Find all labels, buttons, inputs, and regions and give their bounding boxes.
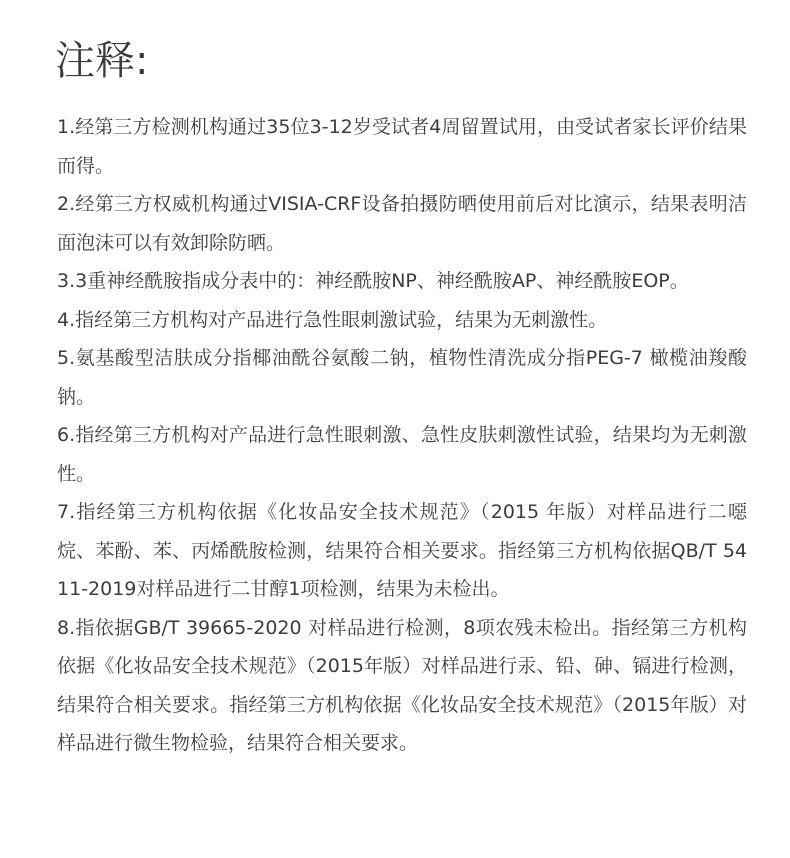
note-item-1: 1.经第三方检测机构通过35位3-12岁受试者4周留置试用，由受试者家长评价结果而得。 [57, 116, 747, 177]
note-item-3: 3.3重神经酰胺指成分表中的：神经酰胺NP、神经酰胺AP、神经酰胺EOP。 [57, 270, 689, 292]
note-item-8: 8.指依据GB/T 39665-2020 对样品进行检测，8项农残未检出。指经第三方机构依据《化妆品安全技术规范》（2015年版）对样品进行汞、铅、砷、镉进行检测，结果符合相关要求。指经第三方机构依据《化妆品安全技术规范》（2015年版）对样品进行微生物检验，结果符合相关要求。 [57, 616, 747, 754]
note-item-5: 5.氨基酸型洁肤成分指椰油酰谷氨酸二钠，植物性清洗成分指PEG-7 橄榄油羧酸钠。 [57, 347, 747, 408]
note-item-7: 7.指经第三方机构依据《化妆品安全技术规范》（2015 年版）对样品进行二噁烷、苯酚、苯、丙烯酰胺检测，结果符合相关要求。指经第三方机构依据QB/T 5411-2019对样品进行二甘醇1项检测，结果为未检出。 [57, 501, 747, 600]
page-title: 注释: [55, 38, 149, 84]
notes-list [57, 108, 747, 763]
note-item-4: 4.指经第三方机构对产品进行急性眼刺激试验，结果为无刺激性。 [57, 308, 608, 331]
note-item-2: 2.经第三方权威机构通过VISIA-CRF设备拍摄防晒使用前后对比演示，结果表明洁面泡沫可以有效卸除防晒。 [57, 193, 747, 254]
note-item-6: 6.指经第三方机构对产品进行急性眼刺激、急性皮肤刺激性试验，结果均为无刺激性。 [57, 424, 747, 485]
